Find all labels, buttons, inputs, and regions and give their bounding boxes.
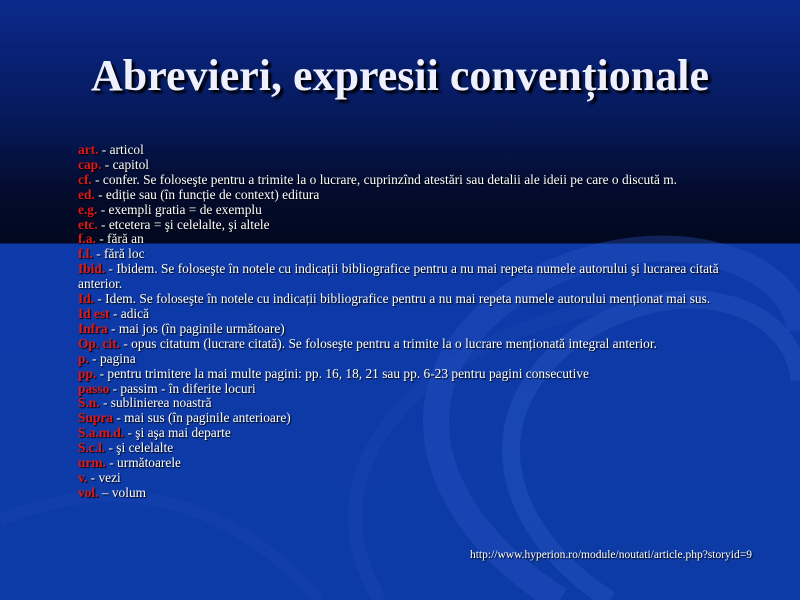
- abbreviation-definition: - şi aşa mai departe: [124, 425, 231, 441]
- list-item: [78, 218, 738, 233]
- abbreviation-definition: - sublinierea noastră: [99, 395, 212, 411]
- abbreviation-term: etc.: [78, 216, 98, 232]
- list-item: [78, 382, 738, 397]
- abbreviation-definition: - mai sus (în paginile anterioare): [112, 410, 291, 426]
- list-item: [78, 322, 738, 337]
- abbreviation-definition: - şi celelalte: [105, 440, 174, 456]
- abbreviation-definition: - etcetera = şi celelalte, şi altele: [97, 216, 270, 232]
- abbreviation-definition: - fără loc: [92, 246, 145, 262]
- abbreviation-term: Ibid.: [78, 261, 106, 277]
- list-item: [78, 158, 738, 173]
- abbreviation-term: S.a.m.d.: [78, 425, 125, 441]
- abbreviation-definition: - pentru trimitere la mai multe pagini: pp. 16, 18, 21 sau pp. 6-23 pentru pagini consecutive: [96, 365, 589, 381]
- abbreviation-definition: - fără an: [95, 231, 144, 247]
- list-item: [78, 188, 738, 203]
- abbreviation-term: f.l.: [78, 246, 93, 262]
- abbreviation-term: Op. cit.: [78, 335, 121, 351]
- abbreviation-term: Infra: [78, 320, 108, 336]
- abbreviation-definition: - opus citatum (lucrare citată). Se foloseşte pentru a trimite la o lucrare menționată integral anterior.: [120, 335, 657, 351]
- abbreviation-term: cap.: [78, 156, 102, 172]
- list-item: [78, 441, 738, 456]
- abbreviation-term: e.g.: [78, 201, 98, 217]
- abbreviation-definition: - Ibidem. Se foloseşte în notele cu indicații bibliografice pentru a nu mai repeta numele autorului şi lucrarea citată anterior.: [78, 261, 719, 292]
- abbreviation-definition: - mai jos (în paginile următoare): [107, 320, 285, 336]
- abbreviation-term: Id est: [78, 305, 110, 321]
- list-item: [78, 247, 738, 262]
- list-item: [78, 396, 738, 411]
- abbreviation-term: v.: [78, 469, 88, 485]
- list-item: [78, 173, 738, 188]
- abbreviation-term: S.c.l.: [78, 440, 106, 456]
- abbreviation-definition: - vezi: [87, 469, 121, 485]
- abbreviation-term: urm.: [78, 455, 106, 471]
- slide-title: Abrevieri, expresii convenționale: [91, 51, 709, 100]
- abbreviation-definition: - exempli gratia = de exemplu: [97, 201, 262, 217]
- abbreviation-term: passo: [78, 380, 110, 396]
- abbreviation-definition: - următoarele: [105, 455, 181, 471]
- abbreviation-term: ed.: [78, 186, 95, 202]
- abbreviation-definition: - passim - în diferite locuri: [109, 380, 256, 396]
- abbreviation-term: Id.: [78, 291, 95, 307]
- list-item: [78, 367, 738, 382]
- list-item: [78, 486, 738, 501]
- abbreviation-term: p.: [78, 350, 89, 366]
- list-item: [78, 143, 738, 158]
- abbreviation-term: cf.: [78, 171, 92, 187]
- abbreviation-definition: - adică: [109, 305, 150, 321]
- abbreviation-term: pp.: [78, 365, 97, 381]
- list-item: [78, 411, 738, 426]
- list-item: [78, 426, 738, 441]
- list-item: [78, 232, 738, 247]
- abbreviation-definition: - pagina: [88, 350, 136, 366]
- list-item: [78, 307, 738, 322]
- list-item: [78, 456, 738, 471]
- list-item: [78, 262, 738, 292]
- abbreviation-list: [78, 143, 738, 501]
- source-url: http://www.hyperion.ro/module/noutati/article.php?storyid=9: [469, 549, 752, 561]
- list-item: [78, 337, 738, 352]
- list-item: [78, 292, 738, 307]
- abbreviation-term: f.a.: [78, 231, 96, 247]
- abbreviation-term: S.n.: [78, 395, 100, 411]
- abbreviation-definition: - confer. Se foloseşte pentru a trimite la o lucrare, cuprinzînd atestări sau detalii ale ideii pe care o discută m.: [91, 171, 678, 187]
- abbreviation-definition: - Idem. Se foloseşte în notele cu indicații bibliografice pentru a nu mai repeta numele autorului menționat mai sus.: [94, 291, 711, 307]
- abbreviation-definition: - articol: [98, 142, 144, 157]
- abbreviation-term: art.: [78, 142, 99, 157]
- abbreviation-term: Supra: [78, 410, 113, 426]
- list-item: [78, 203, 738, 218]
- list-item: [78, 471, 738, 486]
- abbreviation-term: vol.: [78, 484, 99, 500]
- list-item: [78, 352, 738, 367]
- abbreviation-definition: – volum: [98, 484, 147, 500]
- abbreviation-definition: - capitol: [101, 156, 150, 172]
- abbreviation-definition: - ediție sau (în funcție de context) editura: [94, 186, 320, 202]
